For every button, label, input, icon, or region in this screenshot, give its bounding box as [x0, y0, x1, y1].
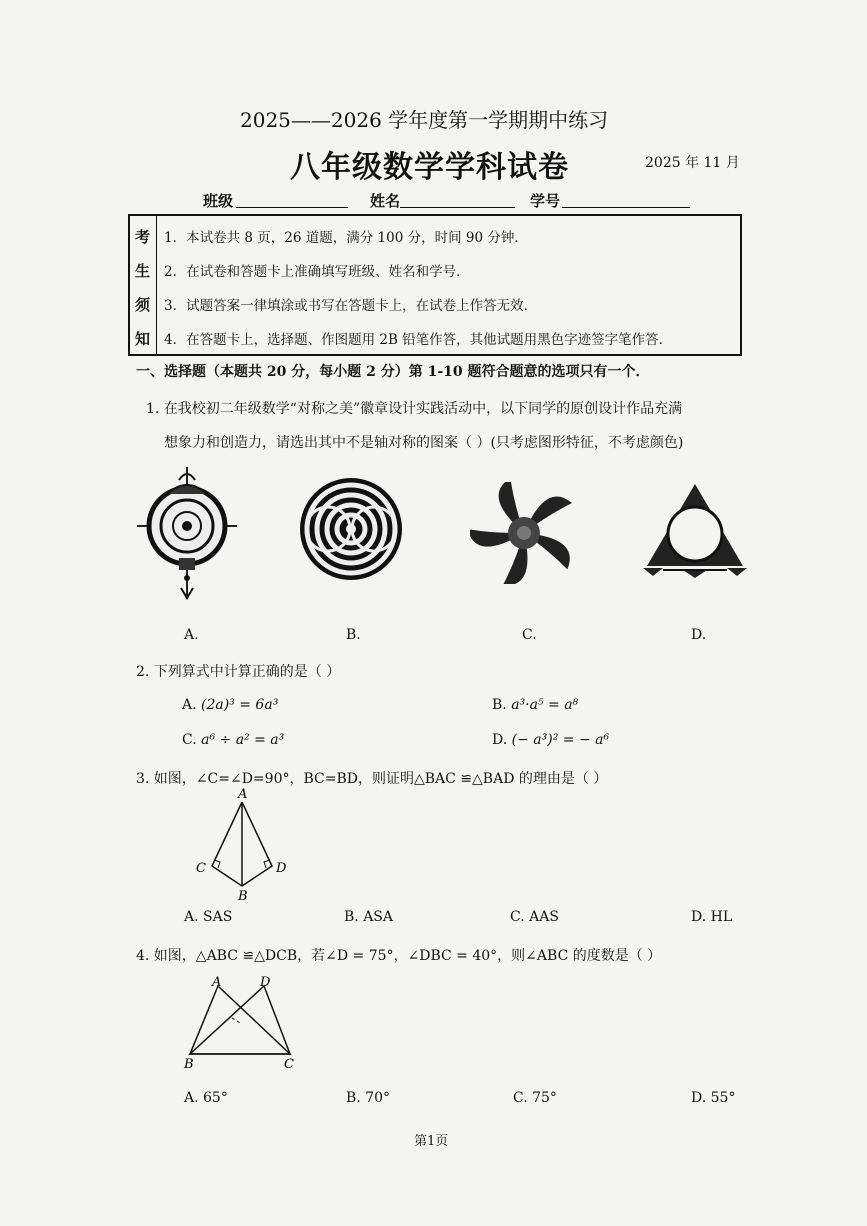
option-expression: a⁶ ÷ a² = a³ — [201, 732, 285, 748]
notice-side-char: 考 — [135, 228, 151, 246]
exam-date: 2025 年 11 月 — [645, 155, 740, 171]
vertex-label: C — [284, 1057, 294, 1072]
q3-stem: 3. 如图，∠C=∠D=90°，BC=BD，则证明△BAC ≌△BAD 的理由是（ ） — [136, 771, 608, 787]
option-expression: a³·a⁵ = a⁸ — [511, 697, 579, 713]
vertex-label: B — [184, 1057, 194, 1072]
notice-side-char: 生 — [135, 262, 151, 280]
class-field-label: 班级 — [203, 192, 234, 210]
q2-option-c[interactable] — [182, 732, 284, 748]
exam-notice-box — [128, 214, 742, 356]
badge-design-b-figure — [298, 476, 404, 582]
vertex-label: A — [212, 975, 222, 990]
q4-stem: 4. 如图，△ABC ≌△DCB，若∠D = 75°，∠DBC = 40°，则∠ABC 的度数是（ ） — [136, 948, 662, 964]
q2-option-b[interactable] — [492, 697, 578, 713]
exam-subtitle: 八年级数学学科试卷 — [290, 150, 569, 185]
q3-option-b[interactable]: B. ASA — [344, 909, 393, 925]
option-expression: (2a)³ = 6a³ — [201, 697, 279, 713]
page-number: 第1页 — [414, 1134, 449, 1149]
badge-design-c-figure — [470, 482, 578, 584]
q4-triangle-figure — [180, 974, 304, 1072]
q1-stem-line1: 1. 在我校初二年级数学“对称之美”徽章设计实践活动中，以下同学的原创设计作品充满 — [146, 401, 683, 417]
option-label: B. — [492, 697, 507, 713]
name-field-label: 姓名 — [370, 192, 401, 210]
q3-kite-figure — [190, 786, 300, 904]
notice-item: 2．在试卷和答题卡上准确填写班级、姓名和学号． — [164, 264, 470, 280]
q1-option-c[interactable]: C. — [522, 627, 537, 643]
notice-side-char: 知 — [135, 330, 151, 348]
name-field[interactable] — [400, 207, 515, 208]
notice-item: 1．本试卷共 8 页，26 道题，满分 100 分，时间 90 分钟． — [164, 230, 528, 246]
vertex-label: C — [196, 861, 206, 876]
q2-stem: 2. 下列算式中计算正确的是（ ） — [136, 664, 341, 680]
q4-option-a[interactable]: A. 65° — [184, 1090, 228, 1106]
q2-option-a[interactable] — [182, 697, 278, 713]
badge-design-d-figure — [643, 478, 747, 580]
exam-title: 2025——2026 学年度第一学期期中练习 — [240, 108, 609, 132]
id-field-label: 学号 — [530, 192, 561, 210]
q4-option-d[interactable]: D. 55° — [691, 1090, 736, 1106]
section-heading: 一、选择题（本题共 20 分，每小题 2 分）第 1-10 题符合题意的选项只有一个． — [136, 364, 650, 380]
vertex-label: D — [276, 861, 287, 876]
q1-option-b[interactable]: B. — [346, 627, 361, 643]
vertex-label: B — [238, 889, 248, 904]
option-label: C. — [182, 732, 197, 748]
option-label: D. — [492, 732, 508, 748]
id-field[interactable] — [562, 207, 690, 208]
q4-option-c[interactable]: C. 75° — [513, 1090, 557, 1106]
q2-option-d[interactable] — [492, 732, 609, 748]
option-label: A. — [182, 697, 197, 713]
q3-option-d[interactable]: D. HL — [691, 909, 733, 925]
option-expression: (− a³)² = − a⁶ — [511, 732, 610, 748]
q1-option-d[interactable]: D. — [691, 627, 707, 643]
vertex-label: A — [238, 787, 248, 802]
class-field[interactable] — [236, 207, 348, 208]
notice-side-char: 须 — [135, 296, 151, 314]
q3-option-a[interactable]: A. SAS — [184, 909, 233, 925]
badge-design-a-figure — [137, 462, 239, 602]
q1-stem-line2: 想象力和创造力，请选出其中不是轴对称的图案（ ）(只考虑图形特征，不考虑颜色) — [164, 435, 684, 451]
notice-item: 3．试题答案一律填涂或书写在答题卡上，在试卷上作答无效． — [164, 298, 538, 314]
q3-option-c[interactable]: C. AAS — [510, 909, 559, 925]
vertex-label: D — [260, 975, 271, 990]
notice-item: 4．在答题卡上，选择题、作图题用 2B 铅笔作答，其他试题用黑色字迹签字笔作答． — [164, 332, 673, 348]
q1-option-a[interactable]: A. — [184, 627, 199, 643]
q4-option-b[interactable]: B. 70° — [346, 1090, 391, 1106]
notice-side-label — [130, 216, 157, 354]
